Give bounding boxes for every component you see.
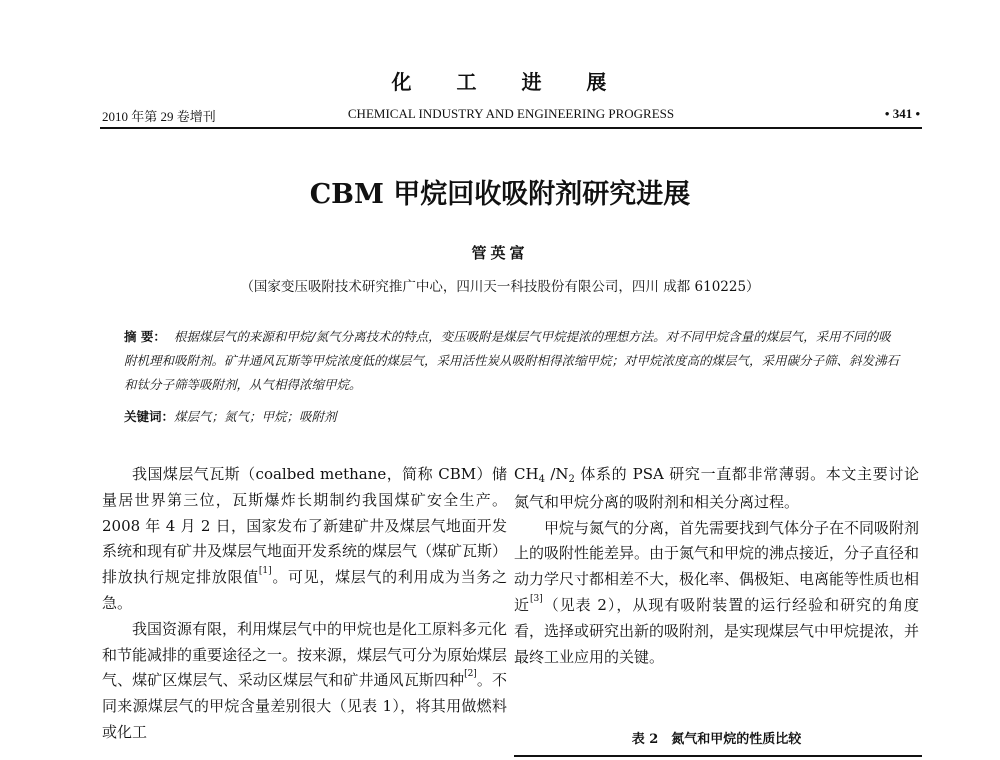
journal-title: 化 工 进 展 bbox=[391, 70, 609, 94]
keywords-label: 关键词： bbox=[124, 409, 175, 424]
abstract-text: 根据煤层气的来源和甲烷/氮气分离技术的特点，变压吸附是煤层气甲烷提浓的理想方法。对不同甲烷含量的煤层气，采用不同的吸附机理和吸附剂。矿井通风瓦斯等甲烷浓度低的煤层气，采用活性炭从吸附相得浓缩甲烷；对甲烷浓度高的煤层气，采用碳分子筛、斜发沸石和钛分子筛等吸附剂，从气相得浓缩甲烷。 bbox=[124, 329, 900, 392]
citation: [1] bbox=[258, 566, 272, 577]
paragraph bbox=[514, 462, 919, 516]
subscript: 2 bbox=[568, 474, 575, 485]
paragraph-text: 体系的 PSA 研究一直都非常薄弱。本文主要讨论氮气和甲烷分离的吸附剂和相关分离过程。 bbox=[514, 465, 919, 511]
author: 管英富 bbox=[471, 244, 529, 262]
paragraph-text: 。可见，煤层气的利用成为当务之急。 bbox=[102, 568, 507, 612]
paper-title: CBM 甲烷回收吸附剂研究进展 bbox=[309, 179, 691, 210]
citation: [3] bbox=[529, 593, 543, 604]
abstract-label: 摘 要： bbox=[124, 329, 166, 344]
citation: [2] bbox=[464, 669, 477, 680]
body-column-right bbox=[514, 462, 919, 670]
keywords bbox=[124, 407, 899, 425]
paragraph-text: 我国煤层气瓦斯（coalbed methane，简称 CBM）储量居世界第三位，瓦斯爆炸长期制约我国煤矿安全生产。2008 年 4 月 2 日，国家发布了新建矿井及煤层气地面开发系统和现有矿井及煤层气地面开发系统的煤层气（煤矿瓦斯）排放执行规定排放限值 bbox=[102, 465, 508, 587]
page-number: • 341 • bbox=[884, 106, 920, 121]
issue-info: 2010 年第 29 卷增刊 bbox=[102, 109, 216, 124]
body-column-left bbox=[102, 462, 507, 746]
formula-text: CH bbox=[514, 465, 539, 483]
formula-text: /N bbox=[544, 465, 569, 483]
keywords-text: 煤层气；氮气；甲烷；吸附剂 bbox=[174, 409, 337, 424]
abstract bbox=[124, 325, 899, 397]
journal-english-title: CHEMICAL INDUSTRY AND ENGINEERING PROGRESS bbox=[347, 106, 675, 121]
header-rule bbox=[100, 127, 922, 129]
paragraph-text: 我国资源有限，利用煤层气中的甲烷也是化工原料多元化和节能减排的重要途径之一。按来源，煤层气可分为原始煤层气、煤矿区煤层气、采动区煤层气和矿井通风瓦斯四种 bbox=[102, 619, 508, 690]
paragraph-text: 。不同来源煤层气的甲烷含量差别很大（见表 1），将其用做燃料或化工 bbox=[102, 671, 507, 741]
paragraph bbox=[102, 617, 507, 746]
paragraph bbox=[102, 462, 507, 617]
paragraph bbox=[514, 516, 919, 671]
paragraph-text: 甲烷与氮气的分离，首先需要找到气体分子在不同吸附剂上的吸附性能差异。由于氮气和甲烷的沸点接近，分子直径和动力学尺寸都相差不大，极化率、偶极矩、电离能等性质也相近 bbox=[514, 518, 920, 614]
affiliation: （国家变压吸附技术研究推广中心，四川天一科技股份有限公司，四川 成都 610225） bbox=[240, 279, 760, 295]
subscript: 4 bbox=[538, 474, 545, 485]
table-top-rule bbox=[514, 755, 922, 757]
paragraph-text: （见表 2），从现有吸附装置的运行经验和研究的角度看，选择或研究出新的吸附剂，是实现煤层气中甲烷提浓，并最终工业应用的关键。 bbox=[514, 595, 920, 666]
table-caption: 表 2 氮气和甲烷的性质比较 bbox=[631, 732, 802, 747]
